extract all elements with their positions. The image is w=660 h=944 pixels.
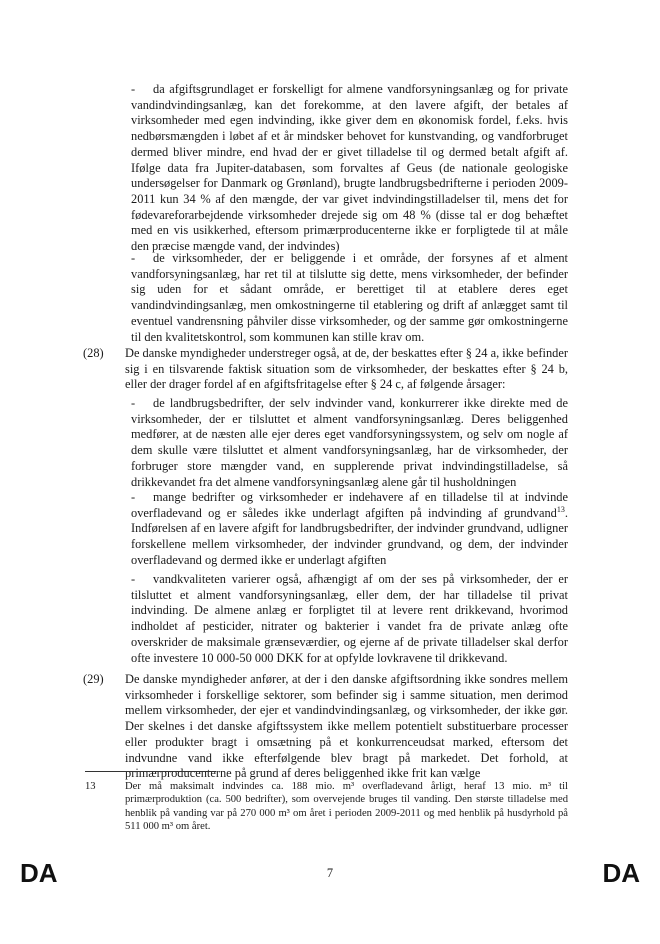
list-item (131, 251, 568, 345)
paragraph-number: (29) (83, 672, 104, 686)
footnote-ref[interactable]: 13 (556, 504, 565, 514)
list-item-text: mange bedrifter og virksomheder er indehavere af en tilladelse til at indvinde overfladevand og er således ikke underlagt afgiften på indvinding af grundvand (131, 490, 568, 520)
list-dash: - (131, 251, 136, 265)
list-item-text: de landbrugsbedrifter, der selv indvinder vand, konkurrerer ikke direkte med de virksomheder, der er tilsluttet et alment vandforsyningsanlæg. Deres beliggenhed medfører, at de næsten alle ejer deres eget vandforsyningssystem, og selv om nogle af dem skulle være tilsluttet et alment vandforsyningsanlæg, har de virksomheder, der forbruger store mængder vand, en supplerende privat indvindingstilladelse, så drikkevandet fra det almene vandforsyningsanlæg alene går til husholdningen (131, 396, 568, 489)
paragraph-number: (28) (83, 346, 104, 360)
list-dash: - (131, 490, 136, 504)
list-item (131, 490, 568, 569)
footnote-divider (85, 771, 216, 772)
list-item (131, 396, 568, 490)
footnote-text: Der må maksimalt indvindes ca. 188 mio. m³ overfladevand årligt, heraf 13 mio. m³ til primærproduktion (ca. 500 bedrifter), som overvejende bruges til vanding. Den største tilladelse med henblik på vanding var på 270 000 m³ om året i perioden 2009-2011 og med henblik på husdyrhold på 511 000 m³ om året. (125, 781, 568, 833)
list-item-text: . Indførelsen af en lavere afgift for landbrugsbedrifter, der indvinder grundvand, udligner forskellene mellem virksomheder, der indvinder grundvand, og dem, der indvinder overfladevand og dermed ikke er underlagt afgiften (131, 505, 568, 567)
paragraph-text: De danske myndigheder anfører, at der i den danske afgiftsordning ikke sondres mellem virksomheder i forskellige sektorer, som befinder sig i samme situation, men derimod mellem virksomheder, der ejer et vandindvindingsanlæg, og virksomheder, der ikke gør. Der skelnes i det danske afgiftssystem ikke mellem potentielt substituerbare processer eller produkter bragt i omsætning på et konkurrenceudsat marked, eftersom det indvundne vand ikke efterfølgende blev bragt på markedet. Det forhold, at primærproducenterne på grund af deres beliggenhed ikke frit kan vælge (125, 672, 568, 781)
paragraph-text: De danske myndigheder understreger også, at de, der beskattes efter § 24 a, ikke befinder sig i en tilsvarende faktisk situation som de virksomheder, der beskattes efter § 24 b, eller der drager fordel af en afgiftsfritagelse efter § 24 c, af følgende årsager: (125, 346, 568, 392)
list-dash: - (131, 396, 136, 410)
list-item (131, 572, 568, 666)
list-item-text: de virksomheder, der er beliggende i et område, der forsynes af et alment vandforsyningsanlæg, har ret til at tilslutte sig dette, mens virksomheder, der befinder sig uden for et sådant område, er berettiget til at etablere deres eget vandindvindingsanlæg, men omkostningerne til etablering og drift af anlægget samt til eventuel vandrensning påhviler disse virksomheder, og der samme gør omkostningerne til den kvalitetskontrol, som kommunen kan stille krav om. (131, 251, 568, 344)
list-item-text: vandkvaliteten varierer også, afhængigt af om der ses på virksomheder, der er tilsluttet et alment vandforsyningsanlæg, eller dem, der har tilladelse til privat indvinding. De almene anlæg er forpligtet til at levere rent drikkevand, hvorimod indholdet af pesticider, nitrater og bakterier i vandet fra de private anlæg ofte overskrider de maksimale grænseværdier, og ejerne af de private tilladelser skal derfor ofte investere 10 000-50 000 DKK for at opfylde lovkravene til drikkevand. (131, 572, 568, 665)
list-item (131, 82, 568, 255)
footnote-number: 13 (85, 781, 96, 792)
list-dash: - (131, 572, 136, 586)
language-code-right: DA (602, 858, 640, 888)
page-number: 7 (326, 866, 334, 880)
list-item-text: da afgiftsgrundlaget er forskelligt for almene vandforsyningsanlæg og for private vandindvindingsanlæg, kan det forekomme, at den lavere afgift, der betales af virksomheder med egen indvinding, ikke giver dem en økonomisk fordel, f.eks. hvis nedbørsmængden i løbet af et år mindsker behovet for kunstvanding, og vandforbruget dermed bliver mindre, end hvad der er givet tilladelse til og dermed betalt afgift af. Ifølge data fra Jupiter-databasen, som forvaltes af Geus (de nationale geologiske undersøgelser for Danmark og Grønland), brugte landbrugsbedrifterne i perioden 2009-2011 kun 34 % af den mængde, der var givet indvindingstilladelser til, mens det for fødevareforarbejdende virksomheder drejede sig om 48 % (disse tal er dog behæftet med en vis usikkerhed, eftersom primærproducenterne ikke er forpligtede til at måle den præcise mængde vand, der indvindes) (131, 82, 568, 254)
language-code-left: DA (20, 858, 58, 888)
list-dash: - (131, 82, 136, 96)
